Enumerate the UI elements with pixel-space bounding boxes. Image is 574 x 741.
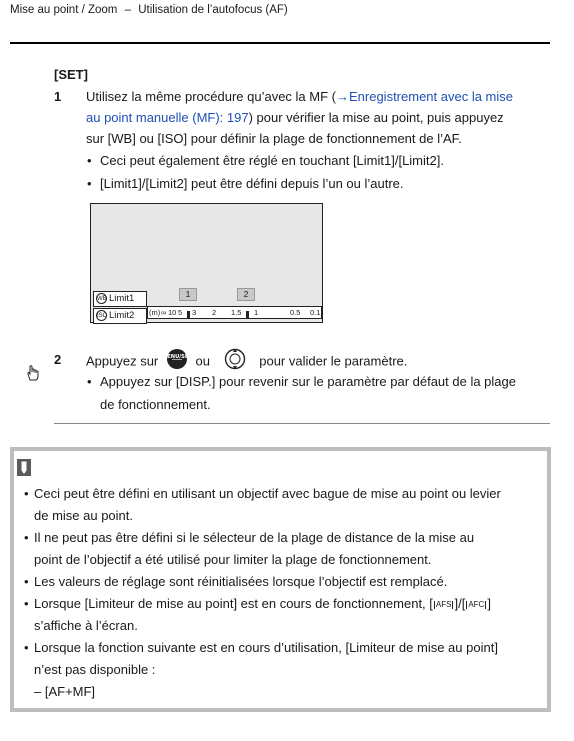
note-item: • Lorsque la fonction suivante est en cours d’utilisation, [Limiteur de mise au point] n’est pas disponible : xyxy=(34,637,498,681)
iso-icon: ISO xyxy=(96,310,107,321)
scale-tick: 1.5 xyxy=(231,308,242,317)
step-divider xyxy=(54,423,550,424)
note-icon xyxy=(17,459,31,476)
scale-tick: 1 xyxy=(254,308,259,317)
limit-marker-1: 1 xyxy=(179,288,197,301)
note-item: • Les valeurs de réglage sont réinitialisées lorsque l’objectif est remplacé. xyxy=(34,571,447,593)
cross-ref-link[interactable]: Enregistrement avec la mise xyxy=(348,89,513,104)
step1-line1: Utilisez la même procédure qu’avec la MF (→Enregistrement avec la mise xyxy=(86,89,513,104)
limit2-label: Limit2 xyxy=(109,310,135,321)
step1-text xyxy=(86,86,556,149)
scale-tick: 0.5 xyxy=(290,308,301,317)
header-separator: – xyxy=(124,4,131,16)
step1-line3: sur [WB] ou [ISO] pour définir la plage de fonctionnement de l’AF. xyxy=(86,131,462,146)
arrow-icon: → xyxy=(335,89,349,104)
distance-scale xyxy=(147,306,322,319)
scale-tick: 0.1 xyxy=(310,308,321,317)
set-heading: [SET] xyxy=(54,67,88,82)
cross-ref-link-cont[interactable]: au point manuelle (MF): 197 xyxy=(86,110,249,125)
step1-bullet: • Ceci peut également être réglé en touchant [Limit1]/[Limit2]. xyxy=(100,150,444,171)
camera-screen-illustration xyxy=(90,203,323,323)
scale-tick: ∞ xyxy=(161,308,167,317)
note-item: • Lorsque [Limiteur de mise au point] est en cours de fonctionnement, [ AFS ]/[ AFC ] s’affiche à l’écran. xyxy=(34,593,491,637)
scale-tick: 3 xyxy=(192,308,197,317)
scale-tick: 10 xyxy=(168,308,177,317)
limit1-label: Limit1 xyxy=(109,293,135,304)
limit2-position-bar xyxy=(246,311,249,319)
header xyxy=(10,4,288,16)
step2-bullet: • Appuyez sur [DISP.] pour revenir sur le paramètre par défaut de la plage xyxy=(100,371,516,392)
limit-marker-2: 2 xyxy=(237,288,255,301)
step2-text: Appuyez sur MENU/SET ou pour valider le paramètre. xyxy=(86,348,407,376)
note-item: • Ceci peut être défini en utilisant un objectif avec bague de mise au point ou levier de mise au point. xyxy=(34,483,501,527)
scale-tick: 5 xyxy=(178,308,183,317)
breadcrumb: Mise au point / Zoom xyxy=(10,4,118,16)
step1-line2: au point manuelle (MF): 197) pour vérifier la mise au point, puis appuyez xyxy=(86,110,504,125)
step-number-2: 2 xyxy=(54,352,62,367)
svg-text:MENU/SET: MENU/SET xyxy=(161,354,192,360)
wb-icon: WB xyxy=(96,293,107,304)
header-divider xyxy=(10,42,550,44)
limit1-box[interactable] xyxy=(93,291,147,307)
step1-bullet: • [Limit1]/[Limit2] peut être défini depuis l’un ou l’autre. xyxy=(100,173,404,194)
note-item: • Il ne peut pas être défini si le sélecteur de la plage de distance de la mise au point de l’objectif a été utilisé pour limiter la plage de fonctionnement. xyxy=(34,527,474,571)
step2-bullet-cont: de fonctionnement. xyxy=(100,397,211,412)
step-number-1: 1 xyxy=(54,89,62,104)
afs-icon: AFS xyxy=(435,599,452,609)
scale-tick: 2 xyxy=(212,308,217,317)
limit2-box[interactable] xyxy=(93,308,147,324)
touch-hand-icon xyxy=(25,364,41,387)
limit1-position-bar xyxy=(187,311,190,319)
note-sub-item: – [AF+MF] xyxy=(34,684,96,699)
afc-icon: AFC xyxy=(468,599,485,609)
scale-unit: (m) xyxy=(149,308,161,317)
section-title: Utilisation de l’autofocus (AF) xyxy=(138,4,288,16)
